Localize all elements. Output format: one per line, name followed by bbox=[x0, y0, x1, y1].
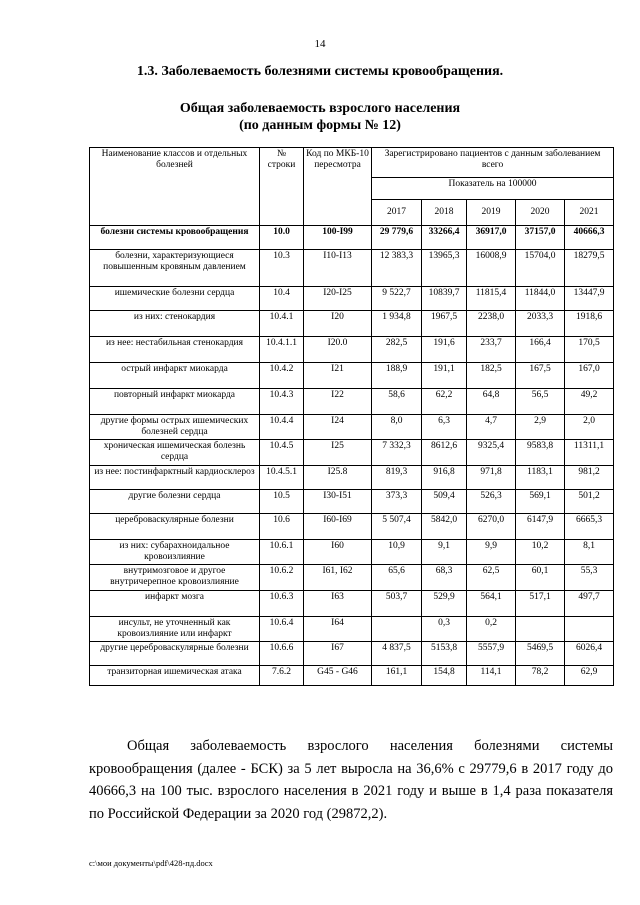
row-value bbox=[372, 617, 422, 642]
row-icd-code: I22 bbox=[304, 389, 372, 415]
table-row bbox=[90, 514, 614, 540]
row-number: 10.6.4 bbox=[260, 617, 304, 642]
row-value: 167,0 bbox=[565, 363, 614, 389]
row-value: 1183,1 bbox=[516, 466, 565, 490]
row-value: 12 383,3 bbox=[372, 250, 422, 287]
row-disease-name: болезни, характеризующиеся повышенным кровяным давлением bbox=[90, 250, 260, 287]
row-disease-name: другие цереброваскулярные болезни bbox=[90, 642, 260, 666]
row-value: 4,7 bbox=[467, 415, 516, 440]
table-row bbox=[90, 226, 614, 250]
row-value: 1918,6 bbox=[565, 311, 614, 337]
table-row bbox=[90, 642, 614, 666]
table-title bbox=[0, 100, 640, 134]
row-value: 5842,0 bbox=[422, 514, 467, 540]
morbidity-table bbox=[89, 147, 614, 686]
table-row bbox=[90, 591, 614, 617]
row-value: 11311,1 bbox=[565, 440, 614, 466]
row-value: 497,7 bbox=[565, 591, 614, 617]
row-icd-code: I63 bbox=[304, 591, 372, 617]
row-value: 68,3 bbox=[422, 565, 467, 591]
year-header: 2019 bbox=[467, 200, 516, 226]
row-icd-code: I64 bbox=[304, 617, 372, 642]
row-icd-code: I61, I62 bbox=[304, 565, 372, 591]
row-value: 6270,0 bbox=[467, 514, 516, 540]
row-value: 0,2 bbox=[467, 617, 516, 642]
row-value: 5 507,4 bbox=[372, 514, 422, 540]
table-row bbox=[90, 250, 614, 287]
row-value: 8,1 bbox=[565, 540, 614, 565]
row-disease-name: инсульт, не уточненный как кровоизлияние или инфаркт bbox=[90, 617, 260, 642]
row-number: 10.4.5 bbox=[260, 440, 304, 466]
row-value: 9325,4 bbox=[467, 440, 516, 466]
row-value: 10839,7 bbox=[422, 287, 467, 311]
row-value: 9,9 bbox=[467, 540, 516, 565]
row-icd-code: I10-I13 bbox=[304, 250, 372, 287]
row-disease-name: транзиторная ишемическая атака bbox=[90, 666, 260, 686]
header-registered: Зарегистрировано пациентов с данным заболеванием всего bbox=[372, 148, 614, 178]
row-value: 62,9 bbox=[565, 666, 614, 686]
row-value: 154,8 bbox=[422, 666, 467, 686]
row-value: 503,7 bbox=[372, 591, 422, 617]
row-icd-code: I60-I69 bbox=[304, 514, 372, 540]
row-value: 10,9 bbox=[372, 540, 422, 565]
table-row bbox=[90, 287, 614, 311]
row-disease-name: инфаркт мозга bbox=[90, 591, 260, 617]
row-value: 9583,8 bbox=[516, 440, 565, 466]
table-row bbox=[90, 490, 614, 514]
row-value: 8612,6 bbox=[422, 440, 467, 466]
row-value: 40666,3 bbox=[565, 226, 614, 250]
table-row bbox=[90, 440, 614, 466]
row-value: 529,9 bbox=[422, 591, 467, 617]
row-value: 191,1 bbox=[422, 363, 467, 389]
row-value: 6026,4 bbox=[565, 642, 614, 666]
row-disease-name: цереброваскулярные болезни bbox=[90, 514, 260, 540]
row-value: 6665,3 bbox=[565, 514, 614, 540]
row-value: 62,2 bbox=[422, 389, 467, 415]
row-value bbox=[516, 617, 565, 642]
year-header: 2017 bbox=[372, 200, 422, 226]
row-value: 62,5 bbox=[467, 565, 516, 591]
row-value: 8,0 bbox=[372, 415, 422, 440]
row-value: 0,3 bbox=[422, 617, 467, 642]
row-value: 5557,9 bbox=[467, 642, 516, 666]
row-value: 7 332,3 bbox=[372, 440, 422, 466]
table-row bbox=[90, 363, 614, 389]
header-row-number: № строки bbox=[260, 148, 304, 226]
row-value: 6,3 bbox=[422, 415, 467, 440]
row-value: 9,1 bbox=[422, 540, 467, 565]
row-number: 10.6 bbox=[260, 514, 304, 540]
row-icd-code: G45 - G46 bbox=[304, 666, 372, 686]
row-value: 114,1 bbox=[467, 666, 516, 686]
row-number: 10.4.2 bbox=[260, 363, 304, 389]
row-value: 29 779,6 bbox=[372, 226, 422, 250]
row-value: 509,4 bbox=[422, 490, 467, 514]
table-title-line1: Общая заболеваемость взрослого населения bbox=[179, 101, 461, 116]
row-number: 10.5 bbox=[260, 490, 304, 514]
row-disease-name: болезни системы кровообращения bbox=[90, 226, 260, 250]
row-value: 13965,3 bbox=[422, 250, 467, 287]
row-value: 11815,4 bbox=[467, 287, 516, 311]
table-row bbox=[90, 617, 614, 642]
row-value: 15704,0 bbox=[516, 250, 565, 287]
row-value: 282,5 bbox=[372, 337, 422, 363]
section-title: 1.3. Заболеваемость болезнями системы кровообращения. bbox=[136, 64, 504, 79]
header-indicator: Показатель на 100000 bbox=[372, 178, 614, 200]
row-value: 916,8 bbox=[422, 466, 467, 490]
row-value: 65,6 bbox=[372, 565, 422, 591]
row-icd-code: 100-I99 bbox=[304, 226, 372, 250]
row-value: 373,3 bbox=[372, 490, 422, 514]
row-icd-code: I20 bbox=[304, 311, 372, 337]
row-value: 170,5 bbox=[565, 337, 614, 363]
row-value: 64,8 bbox=[467, 389, 516, 415]
row-value: 517,1 bbox=[516, 591, 565, 617]
table-row bbox=[90, 311, 614, 337]
row-value: 33266,4 bbox=[422, 226, 467, 250]
table-row bbox=[90, 666, 614, 686]
row-disease-name: хроническая ишемическая болезнь сердца bbox=[90, 440, 260, 466]
row-disease-name: другие болезни сердца bbox=[90, 490, 260, 514]
row-value bbox=[565, 617, 614, 642]
row-number: 10.4.5.1 bbox=[260, 466, 304, 490]
row-number: 10.6.2 bbox=[260, 565, 304, 591]
row-value: 569,1 bbox=[516, 490, 565, 514]
row-number: 10.0 bbox=[260, 226, 304, 250]
row-value: 501,2 bbox=[565, 490, 614, 514]
row-value: 78,2 bbox=[516, 666, 565, 686]
table-row bbox=[90, 389, 614, 415]
row-disease-name: из них: субарахноидальное кровоизлияние bbox=[90, 540, 260, 565]
row-number: 10.6.3 bbox=[260, 591, 304, 617]
row-disease-name: внутримозговое и другое внутричерепное кровоизлияние bbox=[90, 565, 260, 591]
table-row bbox=[90, 337, 614, 363]
row-value: 2033,3 bbox=[516, 311, 565, 337]
row-value: 49,2 bbox=[565, 389, 614, 415]
row-disease-name: повторный инфаркт миокарда bbox=[90, 389, 260, 415]
year-header: 2020 bbox=[516, 200, 565, 226]
row-value: 2,0 bbox=[565, 415, 614, 440]
row-number: 10.4.1 bbox=[260, 311, 304, 337]
row-disease-name: острый инфаркт миокарда bbox=[90, 363, 260, 389]
row-value: 56,5 bbox=[516, 389, 565, 415]
row-value: 819,3 bbox=[372, 466, 422, 490]
row-value: 36917,0 bbox=[467, 226, 516, 250]
header-icd-code: Код по МКБ-10 пересмотра bbox=[304, 148, 372, 226]
row-value: 6147,9 bbox=[516, 514, 565, 540]
row-number: 10.6.6 bbox=[260, 642, 304, 666]
row-icd-code: I24 bbox=[304, 415, 372, 440]
row-disease-name: из нее: постинфарктный кардиосклероз bbox=[90, 466, 260, 490]
file-path: c:\мои документы\pdf\428-пд.docx bbox=[89, 858, 213, 868]
table-row bbox=[90, 415, 614, 440]
row-value: 9 522,7 bbox=[372, 287, 422, 311]
row-value: 188,9 bbox=[372, 363, 422, 389]
row-disease-name: ишемические болезни сердца bbox=[90, 287, 260, 311]
row-value: 233,7 bbox=[467, 337, 516, 363]
row-value: 2238,0 bbox=[467, 311, 516, 337]
row-value: 13447,9 bbox=[565, 287, 614, 311]
row-icd-code: I60 bbox=[304, 540, 372, 565]
row-number: 10.4 bbox=[260, 287, 304, 311]
row-number: 10.4.1.1 bbox=[260, 337, 304, 363]
table-row bbox=[90, 540, 614, 565]
row-icd-code: I25 bbox=[304, 440, 372, 466]
row-number: 10.4.4 bbox=[260, 415, 304, 440]
row-icd-code: I30-I51 bbox=[304, 490, 372, 514]
table-title-line2: (по данным формы № 12) bbox=[239, 118, 401, 133]
table-row bbox=[90, 565, 614, 591]
row-value: 191,6 bbox=[422, 337, 467, 363]
year-header: 2018 bbox=[422, 200, 467, 226]
table-row bbox=[90, 466, 614, 490]
row-disease-name: из нее: нестабильная стенокардия bbox=[90, 337, 260, 363]
row-disease-name: другие формы острых ишемических болезней сердца bbox=[90, 415, 260, 440]
row-value: 58,6 bbox=[372, 389, 422, 415]
row-value: 18279,5 bbox=[565, 250, 614, 287]
row-value: 1967,5 bbox=[422, 311, 467, 337]
row-value: 16008,9 bbox=[467, 250, 516, 287]
year-header: 2021 bbox=[565, 200, 614, 226]
row-icd-code: I20-I25 bbox=[304, 287, 372, 311]
row-value: 5153,8 bbox=[422, 642, 467, 666]
row-value: 526,3 bbox=[467, 490, 516, 514]
summary-paragraph: Общая заболеваемость взрослого населения болезнями системы кровообращения (далее - БСК) за 5 лет выросла на 36,6% с 29779,6 в 2017 году до 40666,3 на 100 тыс. взрослого населения в 2021 году и выше в 1,4 раза показателя по Российской Федерации за 2020 год (29872,2). bbox=[89, 738, 613, 822]
row-icd-code: I25.8 bbox=[304, 466, 372, 490]
row-value: 11844,0 bbox=[516, 287, 565, 311]
row-icd-code: I20.0 bbox=[304, 337, 372, 363]
row-value: 161,1 bbox=[372, 666, 422, 686]
row-value: 182,5 bbox=[467, 363, 516, 389]
row-value: 5469,5 bbox=[516, 642, 565, 666]
row-value: 55,3 bbox=[565, 565, 614, 591]
row-value: 37157,0 bbox=[516, 226, 565, 250]
row-value: 167,5 bbox=[516, 363, 565, 389]
row-value: 2,9 bbox=[516, 415, 565, 440]
row-value: 60,1 bbox=[516, 565, 565, 591]
row-number: 10.3 bbox=[260, 250, 304, 287]
row-value: 166,4 bbox=[516, 337, 565, 363]
page-number: 14 bbox=[314, 38, 326, 50]
row-value: 4 837,5 bbox=[372, 642, 422, 666]
row-number: 10.6.1 bbox=[260, 540, 304, 565]
row-value: 10,2 bbox=[516, 540, 565, 565]
row-number: 10.4.3 bbox=[260, 389, 304, 415]
row-value: 1 934,8 bbox=[372, 311, 422, 337]
row-icd-code: I67 bbox=[304, 642, 372, 666]
row-value: 564,1 bbox=[467, 591, 516, 617]
row-value: 971,8 bbox=[467, 466, 516, 490]
row-value: 981,2 bbox=[565, 466, 614, 490]
header-name: Наименование классов и отдельных болезней bbox=[90, 148, 260, 226]
row-disease-name: из них: стенокардия bbox=[90, 311, 260, 337]
row-number: 7.6.2 bbox=[260, 666, 304, 686]
row-icd-code: I21 bbox=[304, 363, 372, 389]
